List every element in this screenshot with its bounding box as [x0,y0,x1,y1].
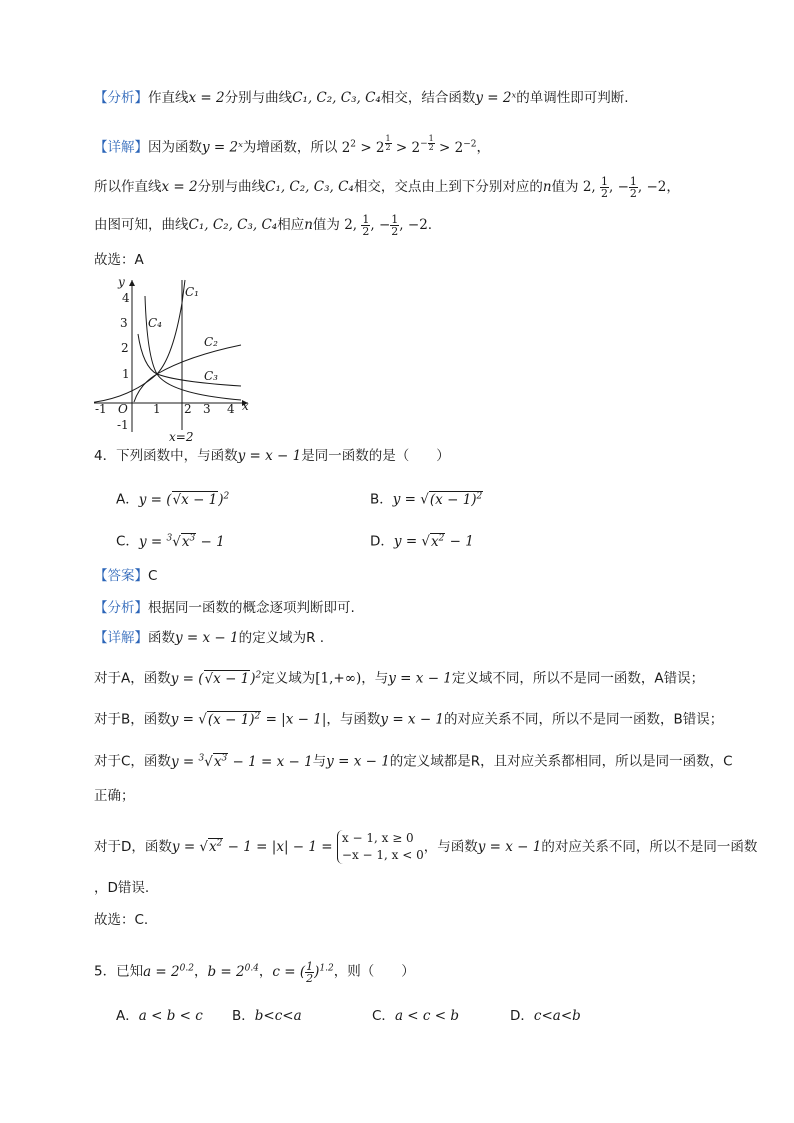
q4-option-a [116,486,229,510]
text: 4．下列函数中，与函数 [94,448,238,464]
math: $y = ^3√x^3 - 1 = x - 1$ [170,753,313,770]
x-tick: 4 [227,402,235,416]
q4-answer-line [94,566,157,586]
y-tick: 3 [120,316,128,330]
option-math: a < b < c [138,1008,203,1024]
q4-stem [94,446,450,466]
q5-option-b [232,1006,302,1026]
option-label: D． [370,533,394,550]
math: C₁, C₂, C₃, C₄ [188,217,278,233]
q5-option-a [116,1006,203,1026]
q5-option-d [510,1006,581,1026]
option-math: c<a<b [533,1008,581,1024]
q4-option-d [370,528,474,552]
case: x − 1, x ≥ 0 [341,831,414,845]
math: $y = √x^2 - 1 = |x| - 1$ = [171,838,337,855]
math: [1,+∞) [315,670,362,687]
text: 根据同一函数的概念逐项判断即可. [148,600,355,616]
text: 的定义域为R . [238,630,325,646]
text: 相应 [277,217,305,233]
math: x = 2 [161,179,198,195]
q5-option-c [372,1006,459,1026]
text: 是同一函数的是（ ） [301,448,450,464]
option-label: B． [232,1008,255,1024]
text: 对于B，函数 [94,711,171,728]
text: 定义域不同，所以不是同一函数，A错误； [451,670,705,687]
inequality-chain: $2^2 > 2$ $^{\frac{1}{2}}$ > $2^{- \frac{1}{2}}$ > $2^{-2}$ [337,134,477,156]
q4-detail-a [94,665,704,689]
q4-option-c [116,528,225,552]
curve-c3 [138,334,241,386]
math: $a = 2^{0.2}$ [143,963,194,980]
option-math: $y = ^3√x^3 - 1$ [138,533,225,550]
q4-detail-d [94,830,757,864]
q3-line4: 由图可知，曲线C₁, C₂, C₃, C₄相应n值为 2, $\frac{1}{2}$ , − $\frac{1}{2}$ , −2. [94,213,433,238]
text: ，与函数 [423,839,478,855]
analysis-tag: 【分析】 [94,90,148,106]
q4-option-b [370,486,483,510]
y-tick: 4 [122,291,130,305]
option-label: B． [370,491,393,508]
text: 作直线 [148,90,189,106]
text: 值为 [312,217,340,233]
text: 所以作直线 [94,179,162,195]
option-math: $y = (√x - 1)^2$ [138,491,230,508]
text: 的单调性即可判断. [516,90,629,106]
option-label: A． [116,491,139,508]
math: C₁, C₂, C₃, C₄ [292,90,381,106]
answer-value: C [148,568,158,584]
option-label: C． [116,533,139,550]
text: 的对应关系不同，所以不是同一函数 [541,839,758,855]
math: $y = √(x - 1)^2 = |x - 1|$ [170,711,327,728]
text: 对于A，函数 [94,670,171,687]
function-graph [88,272,264,444]
y-tick: 2 [121,341,129,355]
option-math: b<c<a [254,1008,302,1024]
option-math: $y = √(x - 1)^2$ [392,491,483,508]
text: ，则（ ） [333,963,415,980]
math: n [304,217,313,233]
math: C₁, C₂, C₃, C₄ [265,179,354,195]
x-tick: 3 [203,402,211,416]
text: 的对应关系不同，所以不是同一函数，B错误； [444,711,724,728]
option-label: D． [510,1008,534,1024]
y-axis-label: y [118,275,125,289]
n-values: 2, $\frac{1}{2}$ , − $\frac{1}{2}$ , −2 [339,213,428,238]
detail-tag: 【详解】 [94,630,148,646]
text: 为增函数，所以 [242,139,338,156]
x-tick: 1 [153,402,161,416]
y-axis-arrow [129,280,135,286]
x-tick: 2 [184,402,192,416]
text: 分别与曲线 [197,179,266,195]
text: 对于C，函数 [94,753,171,770]
math: x = 2 [188,90,225,106]
text: 函数 [148,630,175,646]
line-label: x=2 [169,430,194,444]
q4-detail-line [94,628,324,648]
option-label: A． [116,1008,139,1024]
text: 因为函数 [148,139,202,156]
y-tick: 1 [122,367,130,381]
q4-detail-c-cont: 正确； [94,788,135,804]
piecewise [337,830,424,864]
analysis-tag: 【分析】 [94,600,148,616]
q4-analysis-line [94,598,355,618]
text: ，与函数 [326,711,381,728]
math: y = x − 1 [477,839,542,855]
q4-choose: 故选：C. [94,912,149,928]
q3-detail-line: 【详解】因为函数y = 2ˣ为增函数，所以 $2^2 > 2$ $^{\frac{1}{2}}$ > $2^{- \frac{1}{2}}$ > $2^{-2}$， [94,134,490,156]
y-tick: -1 [117,418,129,432]
text: ，与 [361,670,389,687]
math: y = 2ˣ [202,139,243,156]
math: c = ( $\frac{1}{2}$ )$^{1.2}$ [272,959,334,985]
text: 的定义域都是R，且对应关系都相同，所以是同一函数，C [389,753,733,770]
math: y = x − 1 [388,670,452,687]
math: $b = 2^{0.4}$ [207,963,259,980]
curve-label-c3: C₃ [204,369,218,383]
option-math: $y = √x^2 - 1$ [393,533,474,550]
text: 值为 [551,179,579,195]
q4-detail-b [94,706,723,730]
text: 5．已知 [94,963,144,980]
n-values: 2, $\frac{1}{2}$ , − $\frac{1}{2}$ , −2 [578,175,667,200]
curve-label-c4: C₄ [148,316,162,330]
math: y = x − 1 [380,711,445,728]
origin-label: O [118,402,128,416]
text: 相交，结合函数 [380,90,476,106]
math: y = x − 1 [237,448,302,464]
text: 定义域为 [261,670,316,687]
math: n [542,179,552,195]
text: 与 [312,753,327,770]
math: $y = (√x - 1)^2$ [170,670,262,687]
curve-label-c2: C₂ [204,335,218,349]
detail-tag: 【详解】 [94,139,148,156]
q4-detail-c [94,748,733,772]
q5-stem: 5．已知$a = 2^{0.2}$，$b = 2^{0.4}$，c = ( $\frac{1}{2}$ )$^{1.2}$，则（ ） [94,959,415,985]
option-label: C． [372,1008,395,1024]
q3-analysis-line [94,88,629,108]
case: −x − 1, x < 0 [341,848,424,862]
option-math: a < c < b [394,1008,459,1024]
math: y = x − 1 [175,630,239,646]
x-axis-label: x [242,399,249,413]
math: y = 2ˣ [475,90,517,106]
x-tick: -1 [95,402,107,416]
text: 分别与曲线 [224,90,293,106]
text: 对于D，函数 [94,839,172,855]
text: 由图可知，曲线 [94,217,189,233]
q3-choose: 故选：A [94,252,144,268]
text: 相交，交点由上到下分别对应的 [353,179,543,195]
q3-line3: 所以作直线x = 2分别与曲线C₁, C₂, C₃, C₄相交，交点由上到下分别对应的n值为 2, $\frac{1}{2}$ , − $\frac{1}{2}$ , −2， [94,175,680,200]
curve-label-c1: C₁ [185,285,199,299]
q4-detail-d-cont: ，D错误. [94,880,150,896]
answer-tag: 【答案】 [94,568,148,584]
math: y = x − 1 [326,753,390,770]
